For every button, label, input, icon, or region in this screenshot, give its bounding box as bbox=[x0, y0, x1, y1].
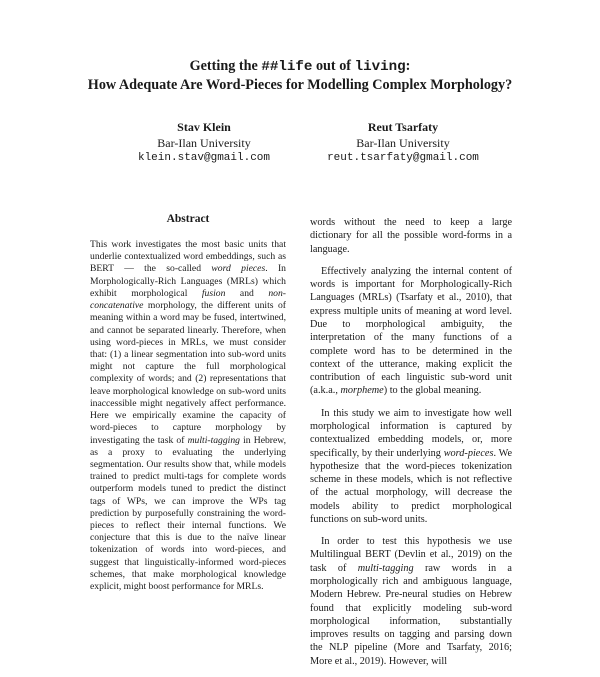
title-code-life: ##life bbox=[261, 59, 313, 75]
paper-title-line-2: How Adequate Are Word-Pieces for Modelling Complex Morphology? bbox=[87, 77, 513, 93]
abstract-body bbox=[90, 239, 286, 593]
author-email: reut.tsarfaty@gmail.com bbox=[327, 152, 479, 164]
title-code-living: living bbox=[354, 59, 406, 75]
abstract-paragraph: This work investigates the most basic units that underlie contextualized word embeddings, such as BERT — the so-called word pieces. In Morphologically-Rich Languages (MRLs) which exhibit morphological fusion and non-concatenative morphology, the different units of meaning within a word may be fused, intertwined, and cannot be separated linearly. Therefore, when using word-pieces in MRLs, we must consider that: (1) a linear segmentation into sub-word units might not capture the full morphological complexity of words; and (2) representations that leave morphological knowledge on sub-word units inaccessible might negatively affect performance. Here we empirically examine the capacity of word-pieces to capture morphology by investigating the task of multi-tagging in Hebrew, as a proxy to evaluating the underlying segmentation. Our results show that, while models trained to predict multi-tags for complete words outperform models tuned to predict the distinct tags of WPs, we can improve the WPs tag prediction by purposefully constraining the word-pieces to reflect their internal functions. We conjecture that this is due to the naïve linear tokenization of words into word-pieces, and suggest that linguistically-informed word-pieces schemes, that make morphological knowledge explicit, might boost performance for MRLs. bbox=[90, 239, 286, 593]
paper-title-line-1 bbox=[0, 56, 600, 77]
author-affiliation: Bar-Ilan University bbox=[157, 135, 251, 150]
body-paragraph: Effectively analyzing the internal content of words is important for Morphologically-Rich Languages (MRLs) (Tsarfaty et al., 2010), that express multiple units of meaning at word level. Due to morphological ambiguity, the interpretation of the many functions of a complete word has to be determined in the context of the utterance, making explicit the contribution of each linguistic sub-word unit (a.k.a., morpheme) to the global meaning. bbox=[310, 265, 512, 397]
author-name: Stav Klein bbox=[177, 120, 231, 134]
body-paragraph: In order to test this hypothesis we use Multilingual BERT (Devlin et al., 2019) on the task of multi-tagging raw words in a morphologically rich and ambiguous language, Modern Hebrew. Pre-neural studies on Hebrew found that explicitly modeling sub-word morphological information, substantially improves results on tagging and parsing down the NLP pipeline (More and Tsarfaty, 2016; More et al., 2019). However, will bbox=[310, 536, 512, 667]
title-text: : bbox=[405, 58, 411, 74]
author-name: Reut Tsarfaty bbox=[367, 120, 439, 134]
title-text: out of bbox=[312, 58, 355, 74]
title-text: Getting the bbox=[189, 58, 262, 74]
abstract-heading: Abstract bbox=[166, 213, 210, 225]
author-email: klein.stav@gmail.com bbox=[137, 152, 271, 164]
author-affiliation: Bar-Ilan University bbox=[356, 135, 450, 150]
author-block bbox=[283, 120, 523, 167]
body-paragraph: In this study we aim to investigate how well morphological information is captured by contextualized embedding models, or, more specifically, by their underlying word-pieces. We hypothesize that the word-pieces tokenization scheme in these models, which is not reflective of the actual morphology, will decrease the models ability to predict morphological functions on sub-word units. bbox=[310, 407, 512, 525]
body-paragraph: words without the need to keep a large dictionary for all the possible word-forms in a language. bbox=[310, 217, 512, 255]
intro-column bbox=[310, 216, 512, 677]
